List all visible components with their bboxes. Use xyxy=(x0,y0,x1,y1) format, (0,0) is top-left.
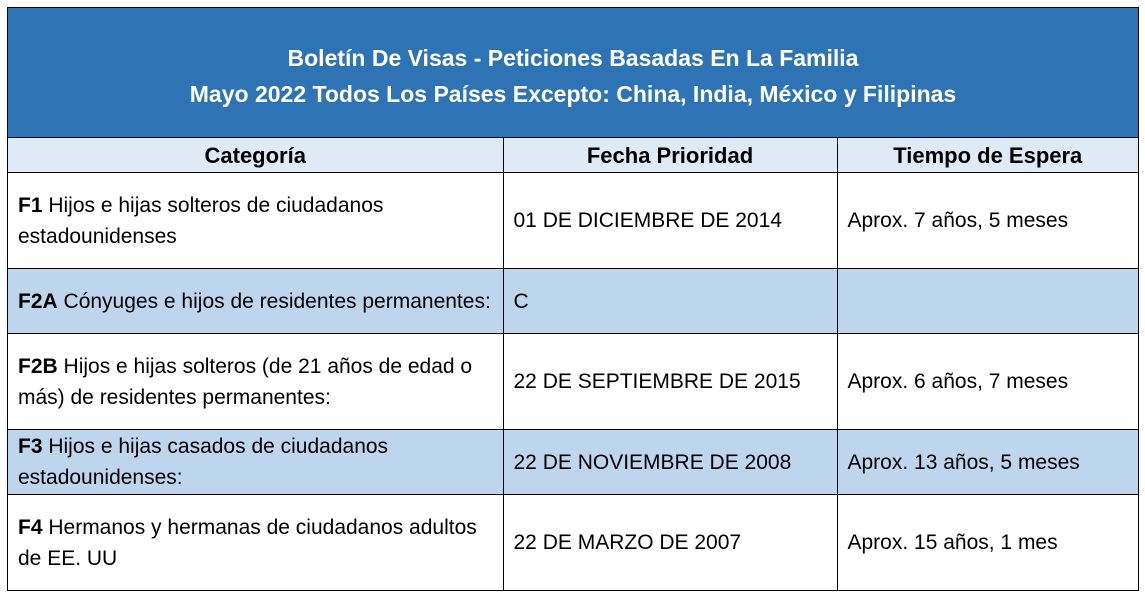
wait-time-cell: Aprox. 13 años, 5 meses xyxy=(837,430,1138,495)
category-code: F2A xyxy=(18,289,58,313)
title-line-1: Boletín De Visas - Peticiones Basadas En La Familia xyxy=(287,44,859,71)
category-description: Hermanos y hermanas de ciudadanos adultos de EE. UU xyxy=(18,515,477,570)
category-cell xyxy=(8,495,503,591)
column-header-fecha-prioridad: Fecha Prioridad xyxy=(503,138,837,173)
category-cell xyxy=(8,430,503,495)
table-row xyxy=(8,173,1138,269)
category-cell xyxy=(8,269,503,334)
wait-time-cell xyxy=(837,269,1138,334)
table-row xyxy=(8,269,1138,334)
category-cell xyxy=(8,173,503,269)
priority-date-cell: 22 DE MARZO DE 2007 xyxy=(503,495,837,591)
category-description: Hijos e hijas casados de ciudadanos estadounidenses: xyxy=(18,435,389,489)
category-description: Hijos e hijas solteros de ciudadanos estadounidenses xyxy=(18,193,384,248)
wait-time-cell: Aprox. 6 años, 7 meses xyxy=(837,334,1138,430)
table-row xyxy=(8,495,1138,591)
column-header-categoria: Categoría xyxy=(8,138,503,173)
priority-date-cell: 22 DE NOVIEMBRE DE 2008 xyxy=(503,430,837,495)
category-code: F2B xyxy=(18,354,58,378)
visa-bulletin-table-container xyxy=(7,7,1139,591)
table-row xyxy=(8,334,1138,430)
column-header-tiempo-espera: Tiempo de Espera xyxy=(837,138,1138,173)
table-row xyxy=(8,430,1138,495)
priority-date-cell: C xyxy=(503,269,837,334)
category-code: F4 xyxy=(18,515,43,539)
priority-date-cell: 01 DE DICIEMBRE DE 2014 xyxy=(503,173,837,269)
category-description: Cónyuges e hijos de residentes permanentes: xyxy=(57,289,491,313)
wait-time-cell: Aprox. 15 años, 1 mes xyxy=(837,495,1138,591)
category-code: F1 xyxy=(18,193,43,217)
visa-bulletin-table xyxy=(8,138,1138,590)
category-description: Hijos e hijas solteros (de 21 años de edad o más) de residentes permanentes: xyxy=(18,354,473,409)
category-code: F3 xyxy=(18,435,43,458)
table-header-row xyxy=(8,138,1138,173)
category-cell xyxy=(8,334,503,430)
title-line-2: Mayo 2022 Todos Los Países Excepto: China, India, México y Filipinas xyxy=(189,80,957,107)
wait-time-cell: Aprox. 7 años, 5 meses xyxy=(837,173,1138,269)
title-banner xyxy=(8,8,1138,138)
priority-date-cell: 22 DE SEPTIEMBRE DE 2015 xyxy=(503,334,837,430)
